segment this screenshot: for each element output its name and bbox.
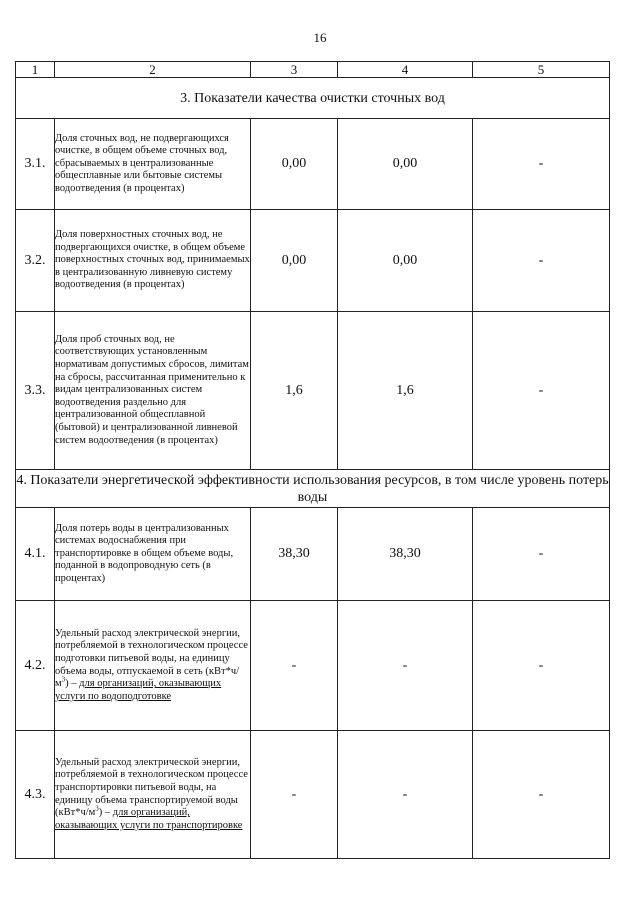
row-value-col4: 0,00 (338, 210, 473, 312)
header-col-4: 4 (338, 62, 473, 78)
row-description: Доля потерь воды в централизованных системах водоснабжения при транспортировке в общем объеме воды, поданной в водопроводную сеть (в процентах) (55, 508, 251, 601)
row-value-col4: - (338, 601, 473, 731)
row-number: 3.1. (16, 119, 55, 210)
row-number: 4.1. (16, 508, 55, 601)
row-value-col3: 0,00 (251, 210, 338, 312)
table-row (16, 119, 610, 210)
row-description-main: Удельный расход электрической энергии, потребляемой в технологическом процессе транспортировки питьевой воды, на единицу объема транспортируемой воды (кВт*ч/м (55, 756, 248, 819)
row-value-col3: - (251, 731, 338, 859)
row-value-col4: - (338, 731, 473, 859)
row-value-col5: - (473, 731, 610, 859)
row-description-after: ) – (65, 678, 80, 690)
row-value-col5: - (473, 508, 610, 601)
row-value-col4: 1,6 (338, 312, 473, 470)
row-description-main: Удельный расход электрической энергии, потребляемой в технологическом процессе подготовки питьевой воды, на единицу объема воды, отпускаемой в сеть (кВт*ч/м (55, 627, 248, 690)
row-description: Доля сточных вод, не подвергающихся очистке, в общем объеме сточных вод, сбрасываемых в централизованные общесплавные или бытовые системы водоотведения (в процентах) (55, 119, 251, 210)
table-row (16, 731, 610, 859)
section-3-title: 3. Показатели качества очистки сточных вод (16, 78, 610, 119)
row-description-after: ) – (98, 807, 113, 819)
indicators-table (15, 61, 610, 859)
row-number: 3.2. (16, 210, 55, 312)
row-description-sup: 3 (61, 675, 66, 684)
row-value-col4: 38,30 (338, 508, 473, 601)
row-number: 4.3. (16, 731, 55, 859)
header-col-2: 2 (55, 62, 251, 78)
table-row (16, 508, 610, 601)
header-col-1: 1 (16, 62, 55, 78)
row-value-col5: - (473, 601, 610, 731)
row-value-col3: - (251, 601, 338, 731)
row-value-col3: 38,30 (251, 508, 338, 601)
row-description (55, 601, 251, 731)
table-row (16, 210, 610, 312)
header-col-3: 3 (251, 62, 338, 78)
header-row (16, 62, 610, 78)
table-row (16, 601, 610, 731)
table-row (16, 312, 610, 470)
row-description: Доля проб сточных вод, не соответствующих установленным нормативам допустимых сбросов, лимитам на сбросы, рассчитанная применительно к видам централизованных систем водоотведения раздельно для централизованной общесплавной (бытовой) и централизованной ливневой систем водоотведения (в процентах) (55, 312, 251, 470)
page-number: 16 (313, 30, 327, 45)
row-description (55, 731, 251, 859)
row-value-col5: - (473, 210, 610, 312)
row-value-col4: 0,00 (338, 119, 473, 210)
section-3-row (16, 78, 610, 119)
row-description-underlined: для организаций, оказывающих услуги по водоподготовке (55, 678, 222, 702)
row-number: 4.2. (16, 601, 55, 731)
row-description-underlined: для организаций, оказывающих услуги по транспортировке (55, 807, 243, 831)
row-number: 3.3. (16, 312, 55, 470)
section-4-row (16, 470, 610, 508)
row-value-col5: - (473, 119, 610, 210)
row-description: Доля поверхностных сточных вод, не подвергающихся очистке, в общем объеме поверхностных сточных вод, принимаемых в централизованную ливневую систему водоотведения (в процентах) (55, 210, 251, 312)
row-value-col5: - (473, 312, 610, 470)
row-value-col3: 0,00 (251, 119, 338, 210)
section-4-title: 4. Показатели энергетической эффективности использования ресурсов, в том числе уровень потерь воды (16, 470, 610, 508)
row-description-sup: 3 (95, 804, 99, 813)
header-col-5: 5 (473, 62, 610, 78)
row-value-col3: 1,6 (251, 312, 338, 470)
